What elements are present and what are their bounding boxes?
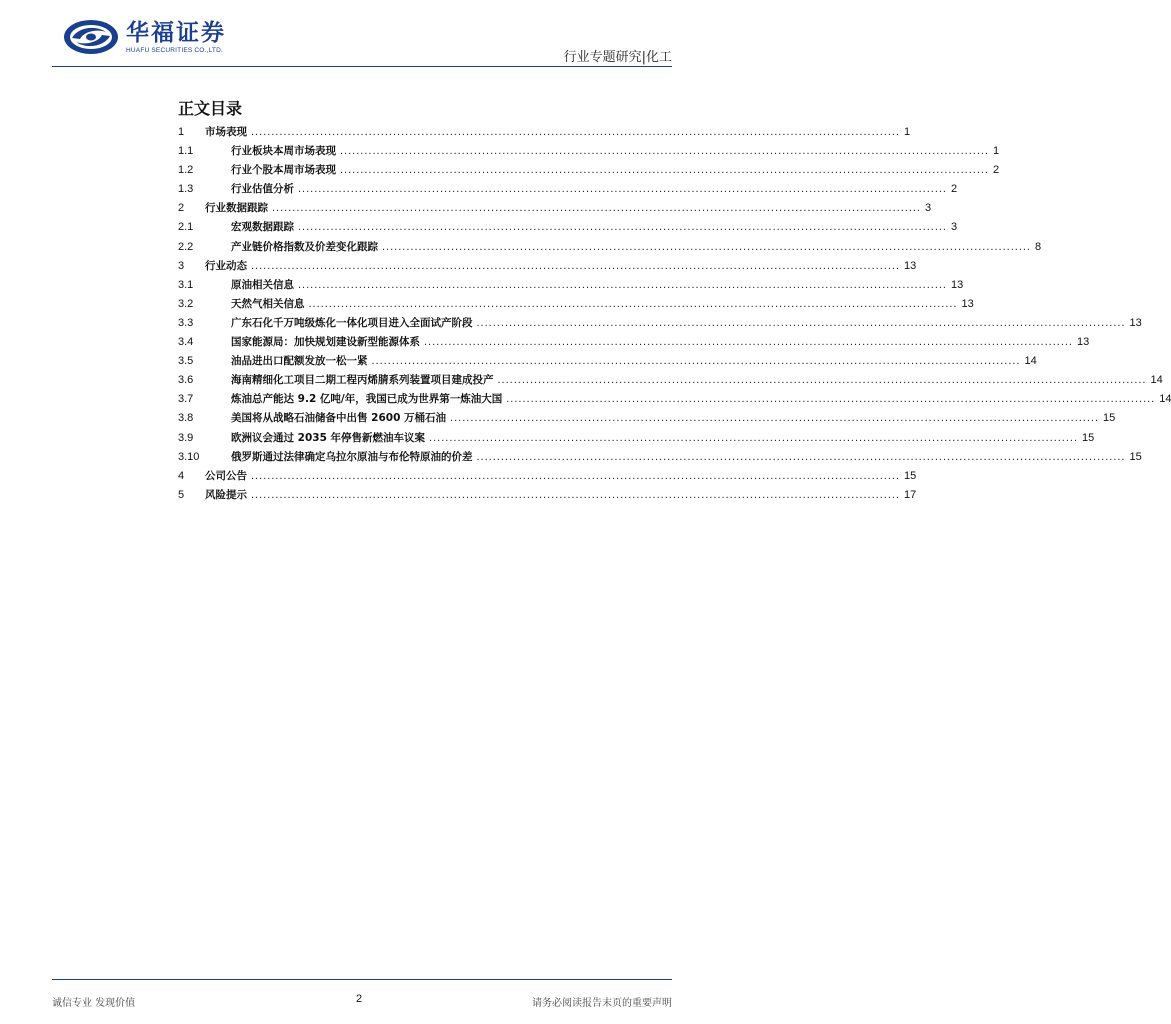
toc-entry-title: 行业板块本周市场表现 [231, 145, 336, 158]
toc-entry-page: 3 [924, 202, 932, 215]
toc-entry-page: 2 [992, 164, 1000, 177]
toc-entry-page: 14 [1150, 374, 1163, 387]
toc-entry-number: 2.1 [178, 221, 194, 234]
toc-entry-title: 行业数据跟踪 [205, 202, 268, 215]
toc-dot-leader: ................................................................................................................................................................ [371, 355, 1021, 368]
toc-entry-page: 1 [903, 126, 911, 138]
toc-entry-title: 美国将从战略石油储备中出售 2600 万桶石油 [231, 412, 447, 425]
toc-entry-page: 15 [1103, 412, 1116, 425]
toc-entry-page: 13 [903, 259, 917, 272]
toc-entry-number: 1.1 [178, 145, 194, 158]
toc-entry[interactable] [178, 218, 958, 237]
toc-dot-leader: ................................................................................................................................................................ [272, 202, 921, 215]
toc-entry-title: 公司公告 [205, 469, 247, 482]
toc-entry-number: 1.3 [178, 183, 194, 196]
toc-entry-number: 1.2 [178, 164, 194, 177]
toc-dot-leader: ................................................................................................................................................................ [424, 336, 1073, 349]
footer-divider [52, 979, 672, 980]
toc-entry-page: 15 [1129, 450, 1142, 463]
toc-dot-leader: ................................................................................................................................................................ [506, 393, 1156, 406]
toc-entry-page: 13 [950, 278, 964, 291]
toc-entry-number: 3.5 [178, 355, 194, 368]
toc-entry[interactable] [178, 352, 1037, 371]
toc-entry-title: 风险提示 [205, 488, 247, 501]
toc-entry-number: 1 [178, 126, 185, 138]
toc-dot-leader: ................................................................................................................................................................ [340, 164, 989, 177]
toc-entry-title: 欧洲议会通过 2035 年停售新燃油车议案 [231, 431, 426, 444]
toc-entry-page: 13 [961, 297, 974, 310]
toc-entry-number: 3.1 [178, 278, 194, 291]
toc-dot-leader: ................................................................................................................................................................ [308, 297, 958, 310]
toc-entry[interactable] [178, 295, 974, 314]
toc-entry-title: 产业链价格指数及价差变化跟踪 [231, 240, 378, 253]
toc-entry[interactable] [178, 142, 1000, 161]
toc-entry-title: 国家能源局：加快规划建设新型能源体系 [231, 336, 420, 349]
toc-dot-leader: ................................................................................................................................................................ [251, 488, 900, 501]
toc-entry-number: 2 [178, 202, 185, 215]
toc-entry[interactable] [178, 180, 958, 199]
toc-entry[interactable] [178, 238, 1042, 257]
toc-entry-title: 行业估值分析 [231, 183, 294, 196]
logo-chinese-name: 华福证券 [126, 18, 226, 46]
logo-english-name: HUAFU SECURITIES CO.,LTD. [126, 46, 223, 54]
toc-dot-leader: ................................................................................................................................................................ [298, 221, 947, 234]
footer-slogan: 诚信专业 发现价值 [52, 998, 136, 1009]
header-divider [52, 66, 672, 67]
toc-entry-title: 油品进出口配额发放一松一紧 [231, 355, 368, 368]
company-logo [62, 17, 226, 57]
toc-entry[interactable] [178, 257, 917, 276]
report-category: 行业专题研究|化工 [563, 50, 672, 65]
page-number: 2 [356, 993, 363, 1005]
toc-entry[interactable] [178, 429, 1095, 448]
toc-dot-leader: ................................................................................................................................................................ [476, 316, 1126, 329]
toc-entry-title: 宏观数据跟踪 [231, 221, 294, 234]
toc-entry-page: 2 [950, 183, 958, 196]
toc-entry-title: 行业动态 [205, 259, 247, 272]
toc-entry[interactable] [178, 371, 1163, 390]
toc-entry-page: 17 [903, 488, 917, 501]
toc-entry-page: 14 [1159, 393, 1171, 406]
toc-entry-title: 市场表现 [205, 126, 247, 138]
toc-entry-number: 3.3 [178, 316, 194, 329]
toc-entry-title: 炼油总产能达 9.2 亿吨/年，我国已成为世界第一炼油大国 [231, 393, 503, 406]
toc-entry[interactable] [178, 486, 917, 505]
toc-entry-number: 2.2 [178, 240, 194, 253]
toc-dot-leader: ................................................................................................................................................................ [476, 450, 1126, 463]
footer-disclaimer: 请务必阅读报告末页的重要声明 [532, 998, 672, 1009]
toc-entry-page: 14 [1024, 355, 1037, 368]
toc-entry-page: 15 [903, 469, 917, 482]
toc-entry-number: 3 [178, 259, 185, 272]
toc-dot-leader: ................................................................................................................................................................ [298, 183, 947, 196]
toc-entry[interactable] [178, 276, 964, 295]
toc-dot-leader: ................................................................................................................................................................ [450, 412, 1100, 425]
toc-entry[interactable] [178, 314, 1142, 333]
toc-dot-leader: ................................................................................................................................................................ [340, 145, 989, 158]
toc-entry-number: 3.7 [178, 393, 194, 406]
toc-entry[interactable] [178, 448, 1142, 467]
toc-entry-number: 4 [178, 469, 185, 482]
toc-dot-leader: ................................................................................................................................................................ [382, 240, 1031, 253]
toc-entry-title: 原油相关信息 [231, 278, 294, 291]
toc-entry-page: 15 [1082, 431, 1095, 444]
toc-entry-page: 3 [950, 221, 958, 234]
toc-entry-number: 3.6 [178, 374, 194, 387]
toc-dot-leader: ................................................................................................................................................................ [298, 278, 947, 291]
toc-dot-leader: ................................................................................................................................................................ [251, 126, 900, 138]
toc-entry-number: 3.2 [178, 297, 194, 310]
toc-entry-page: 13 [1129, 316, 1142, 329]
toc-entry-page: 1 [992, 145, 1000, 158]
toc-dot-leader: ................................................................................................................................................................ [251, 259, 900, 272]
toc-dot-leader: ................................................................................................................................................................ [429, 431, 1079, 444]
toc-entry-title: 广东石化千万吨级炼化一体化项目进入全面试产阶段 [231, 316, 473, 329]
toc-entry[interactable] [178, 161, 1000, 180]
table-of-contents [178, 123, 1171, 505]
toc-title: 正文目录 [178, 99, 243, 118]
toc-entry-page: 13 [1076, 336, 1090, 349]
toc-entry-title: 海南精细化工项目二期工程丙烯腈系列装置项目建成投产 [231, 374, 494, 387]
toc-entry[interactable] [178, 199, 932, 218]
toc-entry[interactable] [178, 467, 917, 486]
toc-entry[interactable] [178, 123, 911, 142]
toc-entry-number: 5 [178, 488, 185, 501]
toc-dot-leader: ................................................................................................................................................................ [497, 374, 1147, 387]
toc-entry-title: 天然气相关信息 [231, 297, 305, 310]
toc-entry[interactable] [178, 390, 1171, 409]
toc-entry-number: 3.9 [178, 431, 194, 444]
toc-dot-leader: ................................................................................................................................................................ [251, 469, 900, 482]
toc-entry-number: 3.8 [178, 412, 194, 425]
toc-entry-title: 俄罗斯通过法律确定乌拉尔原油与布伦特原油的价差 [231, 450, 473, 463]
toc-entry-title: 行业个股本周市场表现 [231, 164, 336, 177]
toc-entry-number: 3.10 [178, 450, 200, 463]
huafu-logo-icon [62, 17, 120, 57]
toc-entry-number: 3.4 [178, 336, 194, 349]
toc-entry-page: 8 [1034, 240, 1042, 253]
toc-entry[interactable] [178, 333, 1090, 352]
page-header [0, 0, 724, 70]
toc-entry[interactable] [178, 409, 1116, 428]
